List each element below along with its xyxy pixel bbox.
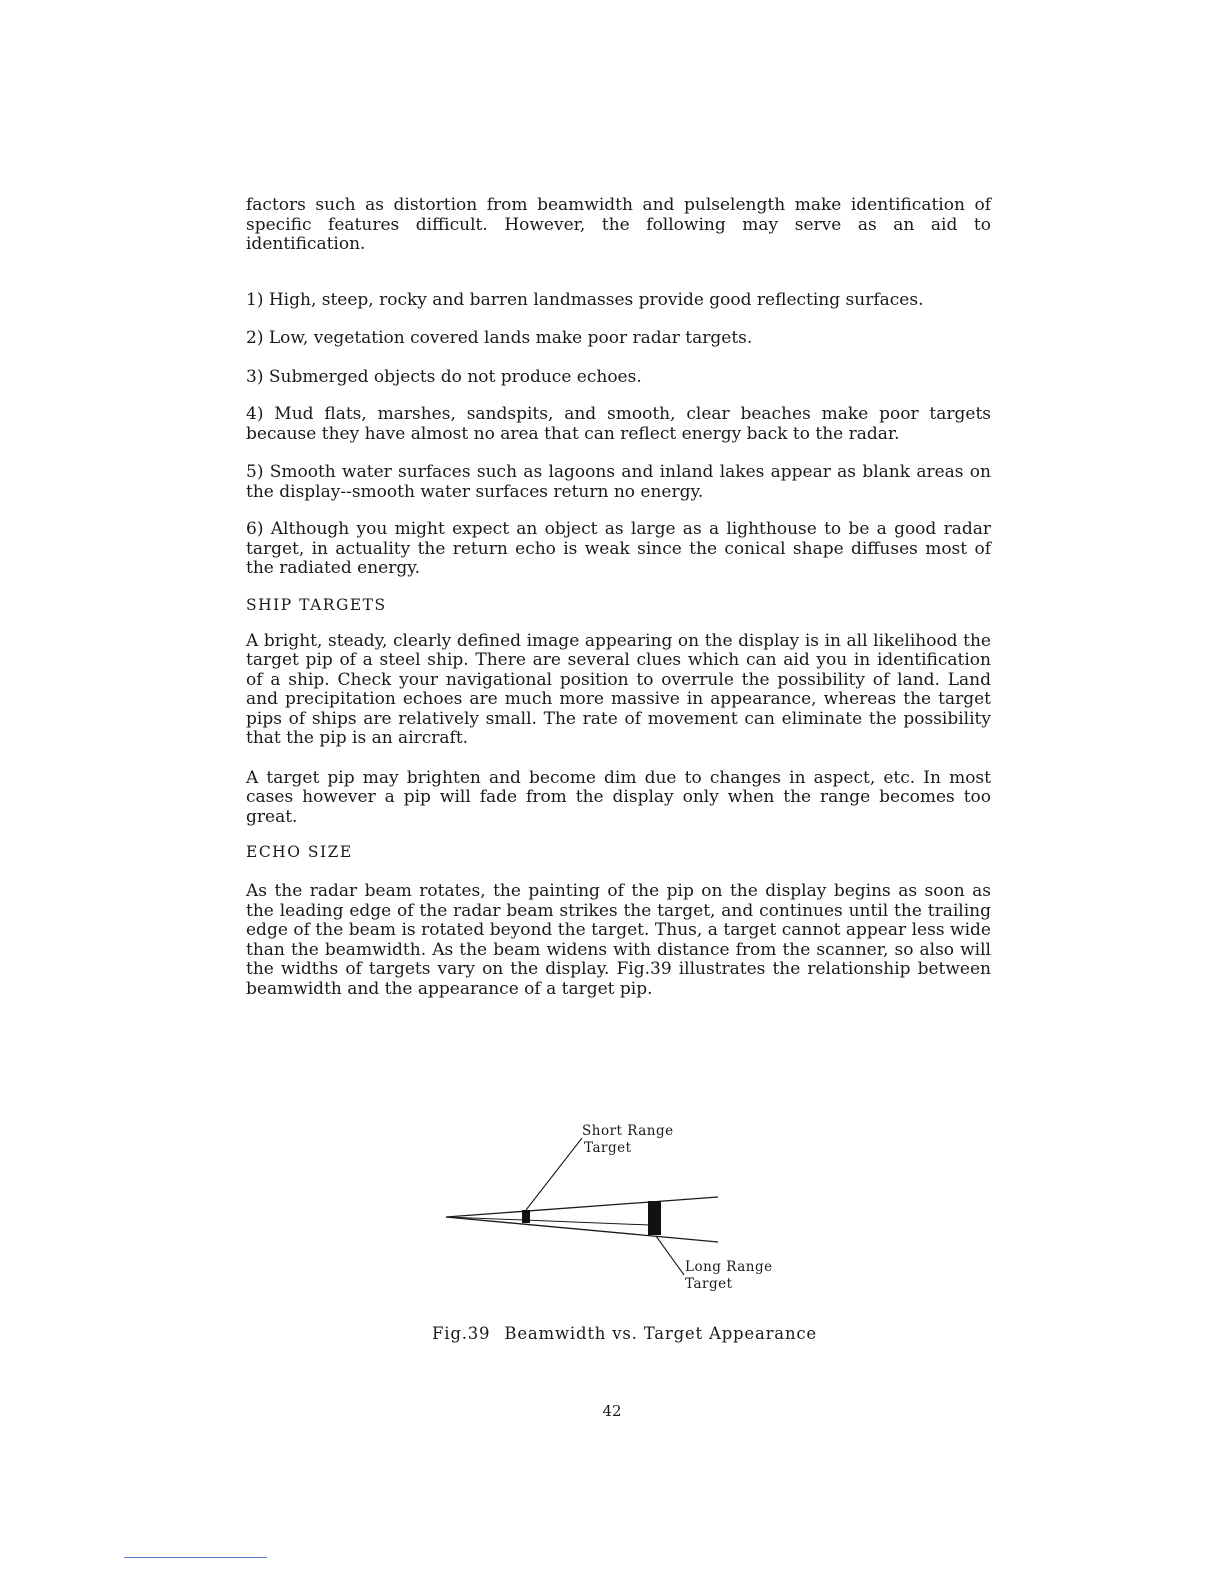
list-item-5: 5) Smooth water surfaces such as lagoons and inland lakes appear as blank areas on the display--smooth water surfaces return no energy. [246, 462, 991, 502]
list-item-4: 4) Mud flats, marshes, sandspits, and smooth, clear beaches make poor targets because they have almost no area that can reflect energy back to the radar. [246, 404, 991, 444]
short-range-pip [522, 1210, 530, 1223]
list-item-2: 2) Low, vegetation covered lands make poor radar targets. [246, 328, 753, 348]
echo-size-paragraph: As the radar beam rotates, the painting of the pip on the display begins as soon as the leading edge of the radar beam strikes the target, and continues until the trailing edge of the beam is rotated beyond the target. Thus, a target cannot appear less wide than the beamwidth. As the beam widens with distance from the scanner, so also will the widths of targets vary on the display. Fig.39 illustrates the relationship between beamwidth and the appearance of a target pip. [246, 881, 991, 999]
footer-rule [124, 1557, 267, 1558]
long-range-pointer [656, 1236, 684, 1275]
intro-paragraph: factors such as distortion from beamwidth and pulselength make identification of specific features difficult. However, the following may serve as an aid to identification. [246, 195, 991, 254]
figure-caption [0, 1324, 1224, 1343]
list-item-1: 1) High, steep, rocky and barren landmasses provide good reflecting surfaces. [246, 289, 924, 310]
beam-center-line [446, 1217, 650, 1225]
short-range-target-label: Target [584, 1140, 632, 1156]
beamwidth-figure [430, 1115, 810, 1305]
ship-targets-paragraph-2: A target pip may brighten and become dim due to changes in aspect, etc. In most cases however a pip will fade from the display only when the range becomes too great. [246, 767, 991, 827]
short-range-pointer [526, 1138, 582, 1210]
long-range-target-label: Target [685, 1276, 733, 1292]
figure-title: Beamwidth vs. Target Appearance [504, 1324, 817, 1343]
figure-number: Fig.39 [432, 1324, 491, 1343]
page-body [246, 196, 991, 999]
long-range-label: Long Range [685, 1259, 773, 1275]
beam-lower-edge [446, 1217, 718, 1242]
page-number: 42 [602, 1402, 622, 1420]
short-range-label: Short Range [582, 1123, 674, 1139]
list-item-6: 6) Although you might expect an object as large as a lighthouse to be a good radar target, in actuality the return echo is weak since the conical shape diffuses most of the radiated energy. [246, 519, 991, 578]
beam-upper-edge [446, 1197, 718, 1217]
long-range-pip [648, 1201, 661, 1235]
ship-targets-paragraph-1: A bright, steady, clearly defined image appearing on the display is in all likelihood the target pip of a steel ship. There are several clues which can aid you in identification of a ship. Check your navigational position to overrule the possibility of land. Land and precipitation echoes are much more massive in appearance, whereas the target pips of ships are relatively small. The rate of movement can eliminate the possibility that the pip is an aircraft. [246, 630, 991, 748]
echo-size-heading: ECHO SIZE [246, 843, 353, 861]
list-item-3: 3) Submerged objects do not produce echoes. [246, 366, 642, 387]
ship-targets-heading: SHIP TARGETS [246, 595, 387, 614]
